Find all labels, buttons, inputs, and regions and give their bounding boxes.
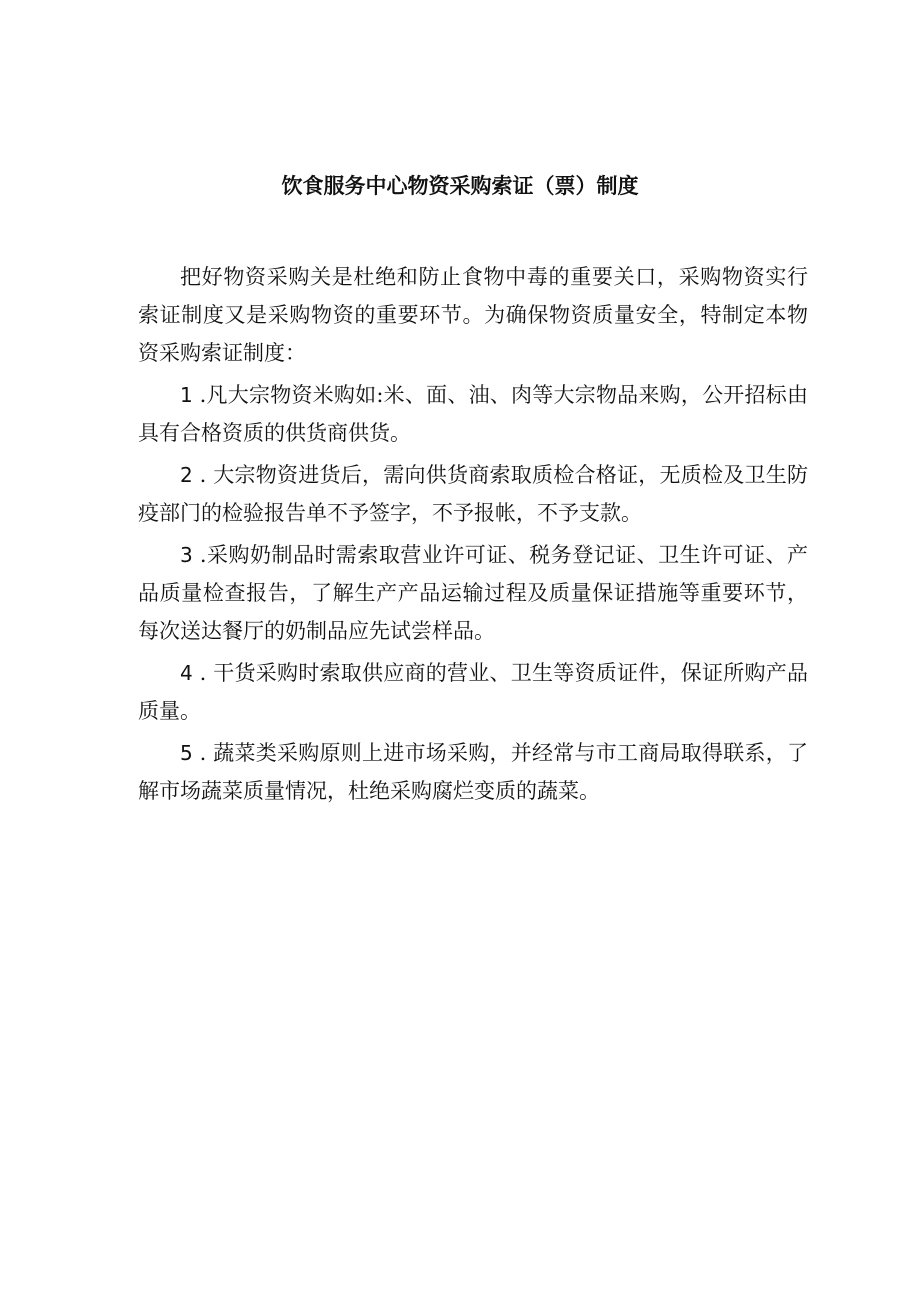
item-number: 1 bbox=[180, 383, 193, 407]
document-body bbox=[138, 258, 808, 810]
item-number: 3 bbox=[180, 543, 193, 567]
item-number: 2 bbox=[180, 463, 193, 487]
intro-paragraph: 把好物资采购关是杜绝和防止食物中毒的重要关口，采购物资实行索证制度又是采购物资的重要环节。为确保物资质量安全，特制定本物资采购索证制度： bbox=[138, 265, 808, 365]
item-number: 5 bbox=[180, 741, 193, 765]
item-text: .采购奶制品时需索取营业许可证、税务登记证、卫生许可证、产品质量检查报告，了解生产产品运输过程及质量保证措施等重要环节，每次送达餐厅的奶制品应先试尝样品。 bbox=[138, 543, 808, 643]
item-text: . 蔬菜类采购原则上进市场采购，并经常与市工商局取得联系，了解市场蔬菜质量情况，杜绝采购腐烂变质的蔬菜。 bbox=[138, 741, 808, 803]
list-item-5 bbox=[138, 734, 808, 810]
list-item-2 bbox=[138, 456, 808, 532]
document-title: 饮食服务中心物资采购索证（票）制度 bbox=[281, 174, 639, 198]
item-text: . 干货采购时索取供应商的营业、卫生等资质证件，保证所购产品质量。 bbox=[138, 661, 808, 723]
list-item-4 bbox=[138, 654, 808, 730]
item-text: . 大宗物资进货后，需向供货商索取质检合格证，无质检及卫生防疫部门的检验报告单不予签字，不予报帐，不予支款。 bbox=[138, 463, 808, 525]
item-number: 4 bbox=[180, 661, 193, 685]
list-item-1 bbox=[138, 376, 808, 452]
list-item-3 bbox=[138, 536, 808, 650]
item-text: .凡大宗物资米购如:米、面、油、肉等大宗物品来购，公开招标由具有合格资质的供货商供货。 bbox=[138, 383, 808, 445]
